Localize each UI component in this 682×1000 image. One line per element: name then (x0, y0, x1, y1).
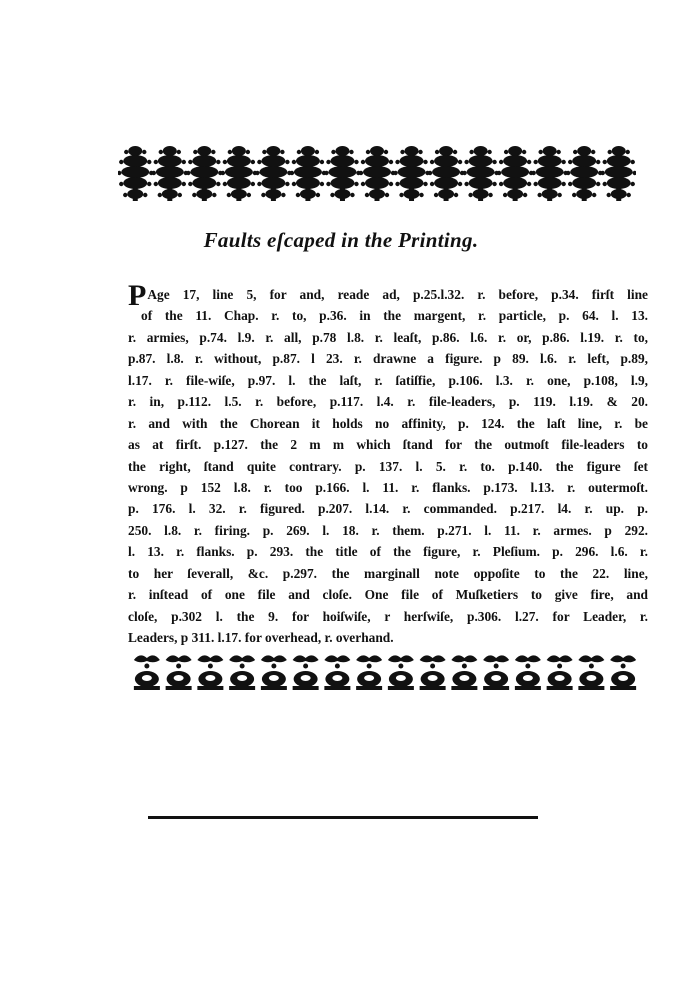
crown-ornament-icon (515, 655, 541, 690)
ornament-band-bottom (131, 652, 639, 692)
errata-line: r. inſtead of one file and cloſe. One file of Muſketiers to give fire, and (128, 587, 648, 603)
crown-ornament-icon (261, 655, 287, 690)
fleuron-icon (428, 146, 464, 201)
errata-line: p.87. l.8. r. without, p.87. l 23. r. drawne a figure. p 89. l.6. r. left, p.89, (128, 351, 648, 367)
errata-line: r. armies, p.74. l.9. r. all, p.78 l.8. r. leaſt, p.86. l.6. r. or, p.86. l.19. r. to, (128, 329, 648, 345)
errata-line: p. 176. l. 32. r. figured. p.207. l.14. r. commanded. p.217. l4. r. up. p. (128, 501, 648, 517)
fleuron-icon (221, 146, 257, 201)
fleuron-icon (359, 146, 395, 201)
crown-ornament-icon (229, 655, 255, 690)
errata-line: the right, ſtand quite contrary. p. 137. l. 5. r. to. p.140. the figure ſet (128, 458, 648, 474)
crown-ornament-icon (483, 655, 509, 690)
errata-line: 250. l.8. r. firing. p. 269. l. 18. r. them. p.271. l. 11. r. armes. p 292. (128, 522, 648, 538)
crown-ornament-icon (420, 655, 446, 690)
crown-ornament-icon (610, 655, 636, 690)
fleuron-icon (393, 146, 429, 201)
page-title: Faults eſcaped in the Printing. (203, 228, 479, 252)
fleuron-icon (152, 146, 188, 201)
crown-ornament-icon (547, 655, 573, 690)
crown-ornament-icon (324, 655, 350, 690)
fleuron-icon (186, 146, 222, 201)
fleuron-icon (566, 146, 602, 201)
errata-line: r. in, p.112. l.5. r. before, p.117. l.4. r. file-leaders, p. 119. l.19. & 20. (128, 394, 648, 410)
crown-ornament-icon (451, 655, 477, 690)
fleuron-icon (462, 146, 498, 201)
crown-ornament-icon (134, 655, 160, 690)
errata-line: cloſe, p.302 l. the 9. for hoiſwiſe, r herſwiſe, p.306. l.27. for Leader, r. (128, 608, 648, 624)
drop-cap: P (128, 284, 147, 306)
crown-ornament-icon (578, 655, 604, 690)
crown-ornament-icon (197, 655, 223, 690)
fleuron-icon (290, 146, 326, 201)
errata-line: r. and with the Chorean it holds no affinity, p. 124. the laſt line, r. be (128, 415, 648, 431)
crown-ornament-icon (356, 655, 382, 690)
fleuron-icon (601, 146, 636, 201)
fleuron-icon (255, 146, 291, 201)
errata-line (128, 284, 648, 305)
errata-line: of the 11. Chap. r. to, p.36. in the margent, r. particle, p. 64. l. 13. (141, 308, 648, 324)
crown-ornament-icon (166, 655, 192, 690)
errata-line: as at firſt. p.127. the 2 m m which ſtand for the outmoſt file-leaders to (128, 437, 648, 453)
fleuron-icon (324, 146, 360, 201)
errata-text (128, 284, 648, 648)
errata-line-text: Age 17, line 5, for and, reade ad, p.25.l.32. r. before, p.34. firſt line (147, 287, 648, 302)
fleuron-icon (531, 146, 567, 201)
errata-line: l. 13. r. flanks. p. 293. the title of the figure, r. Pleſium. p. 296. l.6. r. (128, 544, 648, 560)
fleuron-icon (118, 146, 153, 201)
crown-ornament-icon (388, 655, 414, 690)
errata-line: Leaders, p 311. l.17. for overhead, r. overhand. (128, 630, 394, 645)
fleuron-band-top (118, 143, 636, 205)
horizontal-rule (148, 816, 538, 819)
crown-ornament-icon (293, 655, 319, 690)
errata-line: to her ſeverall, &c. p.297. the marginall note oppoſite to the 22. line, (128, 565, 648, 581)
errata-line: wrong. p 152 l.8. r. too p.166. l. 11. r. flanks. p.173. l.13. r. outermoſt. (128, 479, 648, 495)
fleuron-icon (497, 146, 533, 201)
errata-line: l.17. r. file-wiſe, p.97. l. the laſt, r. ſatiſfie, p.106. l.3. r. one, p.108, l.9, (128, 372, 648, 388)
